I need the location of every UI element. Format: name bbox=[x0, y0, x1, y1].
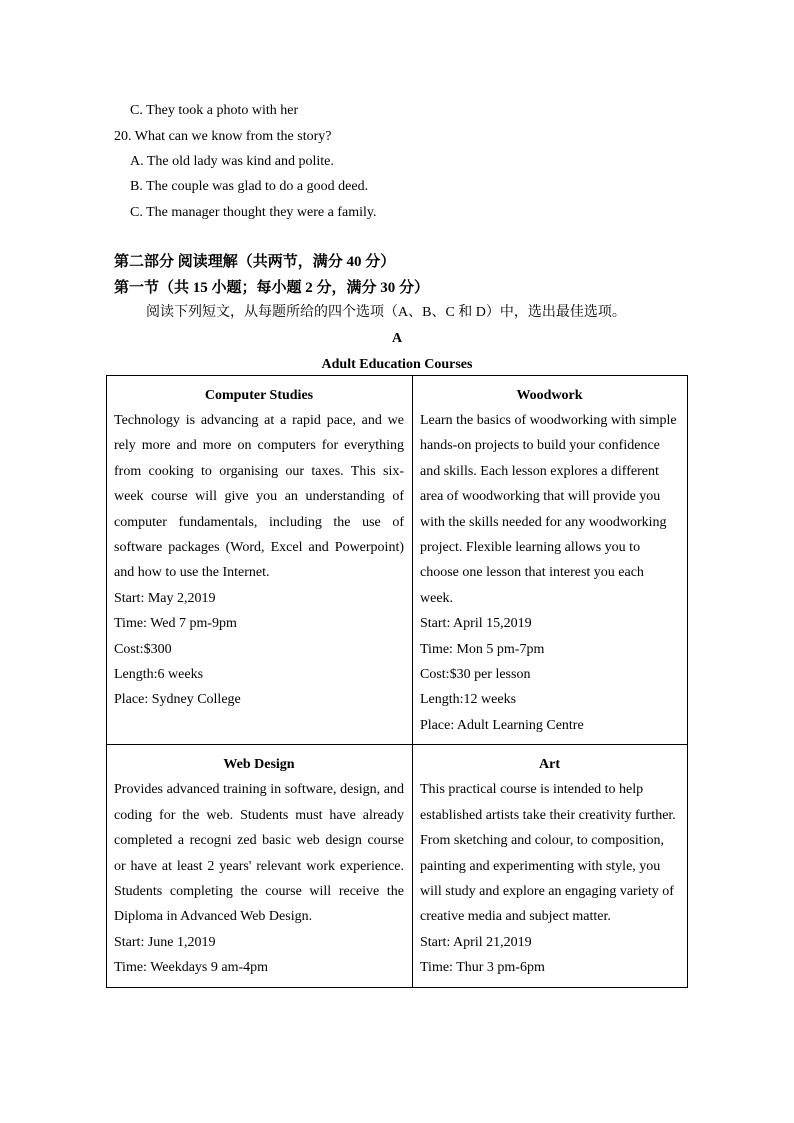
course-time: Time: Thur 3 pm-6pm bbox=[420, 960, 545, 976]
course-title: Web Design bbox=[223, 757, 295, 773]
course-time: Time: Mon 5 pm-7pm bbox=[420, 641, 545, 657]
q20-option-a: A. The old lady was kind and polite. bbox=[130, 154, 334, 169]
section1-heading: 第一节（共 15 小题；每小题 2 分，满分 30 分） bbox=[114, 280, 430, 296]
course-place: Place: Sydney College bbox=[114, 692, 241, 708]
course-description: This practical course is intended to help established artists take their creativity further. From sketching and colour, to composition, painting and experimenting with style, you will study and explore an engaging variety of creative media and subject matter. bbox=[420, 782, 676, 925]
passage-title: Adult Education Courses bbox=[321, 357, 473, 372]
course-cell-web-design bbox=[107, 745, 413, 987]
course-description: Learn the basics of woodworking with simple hands-on projects to build your confidence and skills. Each lesson explores a different area of woodworking that will provide you with the skills needed for any woodworking project. Flexible learning allows you to choose one lesson that interest you each week. bbox=[420, 413, 677, 606]
q20-prompt: 20. What can we know from the story? bbox=[114, 129, 332, 144]
course-cell-computer-studies bbox=[107, 376, 413, 745]
course-cell-woodwork bbox=[413, 376, 688, 745]
q19-option-c: C. They took a photo with her bbox=[130, 103, 299, 118]
course-start: Start: April 15,2019 bbox=[420, 616, 532, 632]
course-place: Place: Adult Learning Centre bbox=[420, 717, 584, 733]
course-cell-art bbox=[413, 745, 688, 987]
course-cost: Cost:$30 per lesson bbox=[420, 667, 531, 683]
courses-table bbox=[106, 375, 688, 988]
course-start: Start: May 2,2019 bbox=[114, 590, 216, 606]
part2-heading: 第二部分 阅读理解（共两节，满分 40 分） bbox=[114, 254, 396, 270]
course-title: Art bbox=[539, 757, 560, 773]
q20-option-b: B. The couple was glad to do a good deed. bbox=[130, 179, 369, 194]
course-description: Technology is advancing at a rapid pace, and we rely more and more on computers for everything from cooking to organising our taxes. This six-week course will give you an understanding of computer fundamentals, including the use of software packages (Word, Excel and Powerpoint) and how to use the Internet. bbox=[114, 413, 404, 581]
course-length: Length:6 weeks bbox=[114, 667, 204, 683]
course-length: Length:12 weeks bbox=[420, 692, 517, 708]
course-title: Woodwork bbox=[516, 388, 583, 403]
passage-letter: A bbox=[391, 331, 403, 346]
course-start: Start: June 1,2019 bbox=[114, 934, 216, 950]
instruction-text: 阅读下列短文，从每题所给的四个选项（A、B、C 和 D）中，选出最佳选项。 bbox=[146, 305, 626, 320]
courses-row-2 bbox=[107, 745, 688, 987]
course-start: Start: April 21,2019 bbox=[420, 934, 532, 950]
courses-row-1 bbox=[107, 376, 688, 745]
course-time: Time: Weekdays 9 am-4pm bbox=[114, 960, 269, 976]
course-cost: Cost:$300 bbox=[114, 641, 172, 657]
course-title: Computer Studies bbox=[204, 388, 314, 403]
q20-option-c: C. The manager thought they were a family. bbox=[130, 205, 377, 220]
course-description: Provides advanced training in software, design, and coding for the web. Students must have already completed a recogni zed basic web design course or have at least 2 years' relevant work experience. Students completing the course will receive the Diploma in Advanced Web Design. bbox=[114, 782, 404, 925]
course-time: Time: Wed 7 pm-9pm bbox=[114, 616, 237, 632]
